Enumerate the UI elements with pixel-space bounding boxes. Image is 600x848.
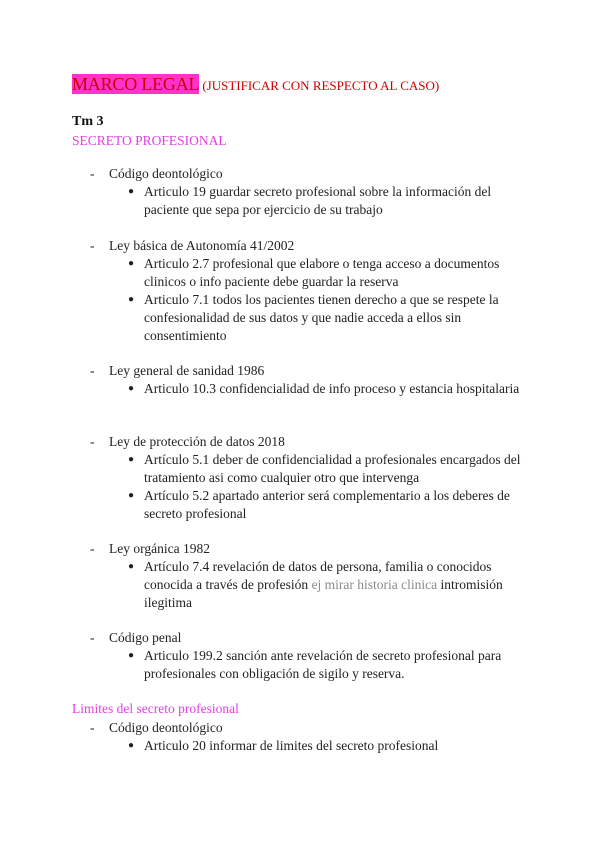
article-list xyxy=(90,451,530,523)
article-text: Articulo 7.1 todos los pacientes tienen derecho a que se respete la confesionalidad de sus datos y que nadie acceda a ellos sin consentimiento xyxy=(144,292,499,343)
bullet-icon: ● xyxy=(128,186,135,197)
tm-label: Tm 3 xyxy=(72,114,104,129)
article-text-after: intromisión ilegitima xyxy=(144,577,503,610)
law-group xyxy=(90,629,530,683)
law-name: Código deontológico xyxy=(109,166,223,181)
law-item: - Ley general de sanidad 1986 xyxy=(90,363,265,378)
article-item xyxy=(90,737,530,755)
law-name: Ley básica de Autonomía 41/2002 xyxy=(109,238,295,253)
law-item: - Código penal xyxy=(90,630,182,645)
law-item: - Ley de protección de datos 2018 xyxy=(90,434,285,449)
law-name: Ley general de sanidad 1986 xyxy=(109,363,265,378)
article-text: Articulo 199.2 sanción ante revelación de secreto profesional para profesionales con obligación de sigilo y reserva. xyxy=(144,648,502,681)
article-list xyxy=(90,183,530,219)
bullet-icon: ● xyxy=(128,454,135,465)
article-list xyxy=(90,647,530,683)
law-name: Código penal xyxy=(109,630,182,645)
law-group xyxy=(90,362,530,398)
article-text: Artículo 5.2 apartado anterior será complementario a los deberes de secreto profesional xyxy=(144,488,510,521)
bullet-icon: ● xyxy=(128,650,135,661)
article-item xyxy=(90,647,530,683)
article-text: Artículo 5.1 deber de confidencialidad a profesionales encargados del tratamiento asi como cualquier otro que intervenga xyxy=(144,452,521,485)
article-text: Articulo 10.3 confidencialidad de info proceso y estancia hospitalaria xyxy=(144,381,520,396)
article-text: Articulo 20 informar de limites del secreto profesional xyxy=(144,738,439,753)
bullet-icon: ● xyxy=(128,740,135,751)
article-list xyxy=(90,255,530,345)
article-note-grey: ej mirar historia clinica xyxy=(311,577,438,592)
article-list xyxy=(90,558,530,612)
law-item: - Ley orgánica 1982 xyxy=(90,541,210,556)
law-name: Ley orgánica 1982 xyxy=(109,541,210,556)
bullet-icon: ● xyxy=(128,490,135,501)
article-text: Articulo 2.7 profesional que elabore o tenga acceso a documentos clinicos o info paciente debe guardar la reserva xyxy=(144,256,500,289)
bullet-icon: ● xyxy=(128,258,135,269)
law-group xyxy=(90,237,530,345)
law-item: - Código deontológico xyxy=(90,720,223,735)
article-item xyxy=(90,380,530,398)
article-item xyxy=(90,558,530,612)
article-text: Articulo 19 guardar secreto profesional sobre la información del paciente que sepa por ejercicio de su trabajo xyxy=(144,184,492,217)
article-item xyxy=(90,255,530,291)
article-item xyxy=(90,487,530,523)
article-list xyxy=(90,737,530,755)
law-group xyxy=(90,719,530,755)
limits-title: Limites del secreto profesional xyxy=(72,701,239,716)
article-item xyxy=(90,451,530,487)
law-item: - Ley básica de Autonomía 41/2002 xyxy=(90,238,295,253)
law-name: Código deontológico xyxy=(109,720,223,735)
law-item: - Código deontológico xyxy=(90,166,223,181)
article-list xyxy=(90,380,530,398)
law-group xyxy=(90,165,530,219)
article-item xyxy=(90,291,530,345)
bullet-icon: ● xyxy=(128,561,135,572)
bullet-icon: ● xyxy=(128,294,135,305)
heading xyxy=(72,74,439,95)
article-item xyxy=(90,183,530,219)
section-title: SECRETO PROFESIONAL xyxy=(72,133,227,148)
bullet-icon: ● xyxy=(128,383,135,394)
law-group xyxy=(90,540,530,612)
law-group xyxy=(90,433,530,523)
heading-main: MARCO LEGAL xyxy=(72,74,200,94)
heading-sub: (JUSTIFICAR CON RESPECTO AL CASO) xyxy=(202,78,440,93)
law-name: Ley de protección de datos 2018 xyxy=(109,434,285,449)
article-text: Artículo 7.4 revelación de datos de persona, familia o conocidos conocida a través de profesión xyxy=(144,559,492,592)
